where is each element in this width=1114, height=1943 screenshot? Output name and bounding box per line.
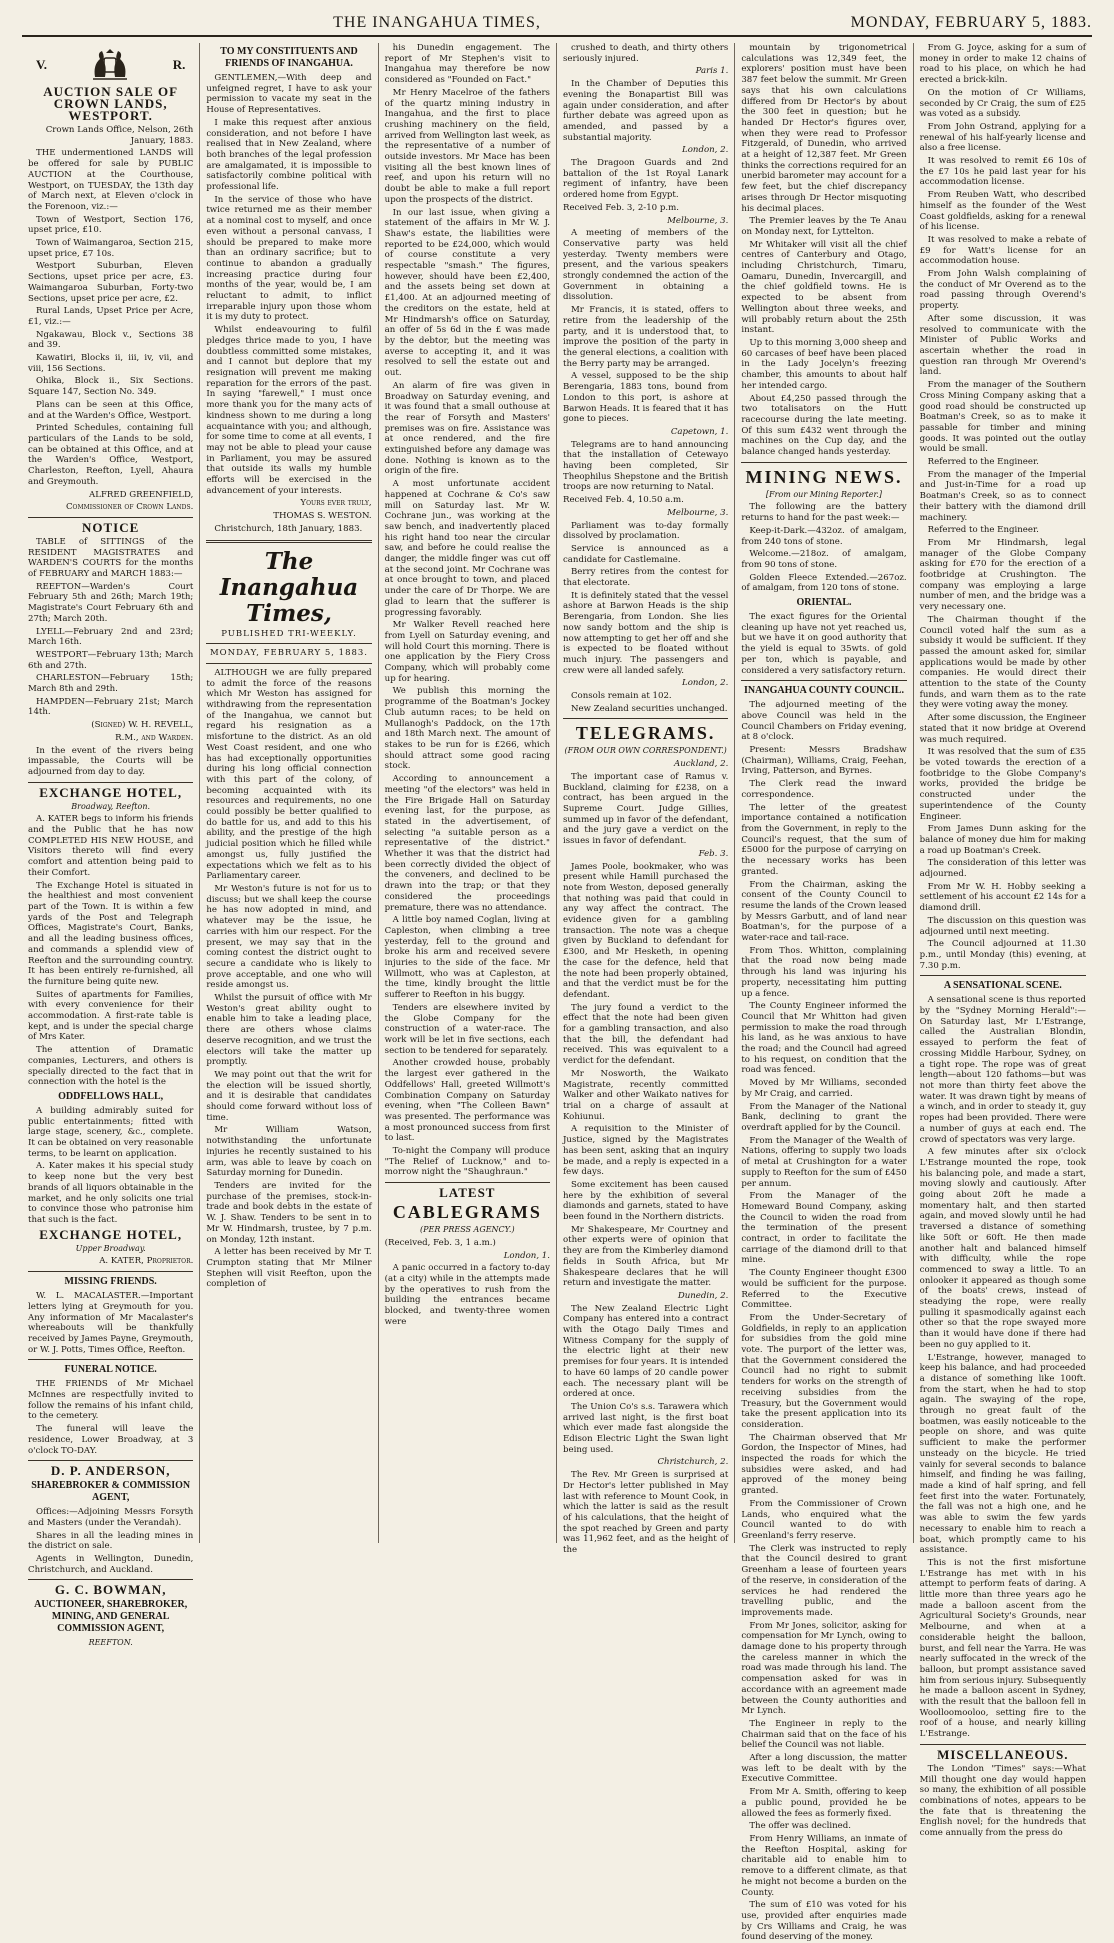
subheading: Broadway, Reefton. (71, 801, 151, 811)
divider (920, 975, 1086, 976)
paragraph: LYELL—February 2nd and 23rd; March 16th. (28, 626, 194, 648)
paragraph: It was resolved to make a rebate of £9 for Watt's license for an accommodation house. (919, 234, 1086, 267)
paragraph: Mr Whitaker will visit all the chief centres of Canterbury and Otago, including Christchurch, Timaru, Oamaru, Dunedin, Invercargill, and the chief goldfield towns. He is expected to be absent from Wellington about three weeks, and will probably return about the 25th instant. (741, 239, 907, 336)
paragraph: We may point out that the writ for the election will be issued shortly, and it is desirable that candidates should come forward without loss of time. (206, 1069, 372, 1123)
divider (28, 782, 193, 783)
signature-name: THOMAS S. WESTON. (273, 511, 372, 522)
paragraph: A vessel, supposed to be the ship Berengaria, 1883 tons, bound from London to this port, is ashore at Barwon Heads. It is feared that it has gone to pieces. (562, 371, 729, 425)
paragraph: From John Ostrand, applying for a renewal of his half-yearly license and also a free license. (919, 121, 1086, 154)
paragraph: Moved by Mr Williams, seconded by Mr Craig, and carried. (741, 1078, 907, 1099)
paragraph: The Union Co's s.s. Tarawera which arrived last night, is the first boat which ever made fast alongside the Edison Electric Light the Swan light being used. (562, 1401, 729, 1455)
paragraph: Kawatiri, Blocks ii, iii, iv, vii, and viii, 156 Sections. (28, 353, 194, 374)
paragraph: In the service of those who have twice returned me as their member at a nominal cost to myself, and once even without a personal canvass, I should be prepared to make more than an ordinary sacrifice; but to continue to abandon a gradually increasing practice during four months of the year, would be, I am reluctant to admit, to inflict irreparable injury upon those whom it is my duty to protect. (206, 194, 372, 323)
paragraph: A sensational scene is thus reported by the "Sydney Morning Herald":—On Saturday last, Mr L'Estrange, called the Australian Blondin, essayed to perform the feat of crossing Middle Harbour, Sydney, on a tight rope. The rope was of great length—about 120 fathoms—but was not more than thirty feet above the water. It was drawn tight by means of a winch, and in order to steady it, guy ropes had been provided. There were a number of guys at each end. The crowd of spectators was very large. (919, 995, 1086, 1145)
paragraph: From G. Joyce, asking for a sum of money in order to make 12 chains of road to his place, on which he had erected a brick-kiln. (919, 43, 1086, 86)
paragraph: From the Manager of the Homeward Bound Company, asking the Council to widen the road from the termination of the present contract, in order to facilitate the carriage of the diamond drill to that mine. (741, 1191, 907, 1266)
paragraph: From the Under-Secretary of Goldfields, in reply to an application for subsidies from the gold mine vote. The purport of the letter was, that the Government considered the Council had no right to submit tenders for works on the strength of receiving subsidies from the Treasury, but the Government would take the present application into its consideration. (741, 1312, 907, 1430)
dateline-place: London, 1. (503, 1250, 550, 1261)
paragraph: TABLE of SITTINGS of the RESIDENT MAGISTRATES and WARDEN'S COURTS for the months of FEBRUARY and MARCH 1883:— (28, 536, 194, 580)
paragraph: Received Feb. 3, 2-10 p.m. (562, 202, 679, 213)
paragraph: From the Manager of the National Bank, declining to grant the overdraft applied for by the Council. (741, 1101, 907, 1133)
paragraph: The Engineer in reply to the Chairman said that on the face of his belief the Council was not liable. (741, 1718, 907, 1751)
paragraph: From Mr Jones, solicitor, asking for compensation for Mr Lynch, owing to damage done to his property through the careless manner in which the road was made through his land. The compensation asked for was in accordance with an agreement made between the County authorities and Mr Lynch. (741, 1620, 907, 1717)
paragraph: Another crowded house, probably the largest ever gathered in the Oddfellows' Hall, greeted Willmott's Combination Company on Saturday evening, when "The Colleen Bawn" was presented. The performance was a most pronounced success from first to last. (384, 1058, 550, 1144)
paragraph: The funeral will leave the residence, Lower Broadway, at 3 o'clock TO-DAY. (28, 1424, 194, 1456)
paragraph: In the event of the rivers being impassable, the Courts will be adjourned from day to day. (28, 745, 194, 777)
paragraph: It was resolved that the sum of £35 be voted towards the erection of a footbridge to the Globe Company's works, provided the bridge be constructed under the superintendence of the County Engineer. (919, 747, 1086, 822)
paragraph: Suites of apartments for Families, with every convenience for their accommodation. A first-rate table is kept, and is under the special charge of Mrs Kater. (28, 989, 194, 1043)
dateline-place: London, 2. (682, 145, 729, 156)
divider (28, 1460, 193, 1461)
paragraph: Printed Schedules, containing full particulars of the Lands to be sold, can be obtained at this Office, and at the Warden's Office, Westport, Charleston, Reefton, Lyell, Ahaura and Greymouth. (28, 423, 194, 487)
paragraph: A. Kater makes it his special study to keep none but the very best brands of all liquors obtainable in the market, and he only solicits one trial to convince those who patronise him that such is the fact. (28, 1161, 194, 1225)
paragraph: A panic occurred in a factory to-day (at a city) while in the attempts made by the operatives to rush from the building the entrances became blocked, and twenty-three women were (384, 1263, 550, 1327)
paragraph: The Clerk was instructed to reply that the Council desired to grant Greenham a lease of fourteen years of the reserve, in consideration of the services he had rendered the travelling public, and the improvements made. (741, 1543, 907, 1618)
paragraph: Tenders are elsewhere invited by the Globe Company for the construction of a water-race. The work will be let in five sections, each section to be tendered for separately. (384, 1002, 550, 1056)
paragraph: Present: Messrs Bradshaw (Chairman), Williams, Craig, Feehan, Irving, Patterson, and Byrnes. (741, 745, 907, 777)
signature: (Signed) W. H. REVELL, (91, 720, 194, 731)
heading-oriental: ORIENTAL. (796, 597, 852, 609)
paragraph: Agents in Wellington, Dunedin, Christchurch, and Auckland. (28, 1554, 194, 1575)
paragraph: After a long discussion, the matter was left to be dealt with by the Executive Committee. (741, 1753, 907, 1785)
heading-miscellaneous: MISCELLANEOUS. (937, 1746, 1069, 1762)
newspaper-title: THE INANGAHUA TIMES, (333, 14, 541, 31)
signature: Yours ever truly, (300, 498, 372, 509)
divider (563, 718, 728, 719)
paragraph: W. L. MACALASTER.—Important letters lying at Greymouth for you. Any information of Mr Macalaster's whereabouts will be thankfully received by James Payne, Greymouth, or W. J. Potts, Times Office, Reefton. (28, 1291, 194, 1355)
paragraph: The sum of £10 was voted for his use, provided after enquiries made by Crs Williams and Craig, he was found deserving of the money. (741, 1900, 907, 1943)
subheading-bowman: AUCTIONEER, SHAREBROKER, MINING, AND GENERAL COMMISSION AGENT, (34, 1599, 188, 1635)
paragraph: The Chairman thought if the Council voted half the sum as a subsidy it would be sufficient. If they passed the amount asked for, similar applications would be made by other companies. He would direct their attention to the state of the County funds, and warn them as to the rate they were voting away the money. (919, 614, 1086, 711)
paragraph: Service is announced as a candidate for Castlemaine. (562, 543, 729, 565)
paragraph: It is definitely stated that the vessel ashore at Barwon Heads is the ship Berengaria, from London. She lies now sandy bottom and the ship is now attempting to get her off and she is expected to be floated without much injury. The passengers and crew were all landed safely. (562, 590, 729, 676)
paragraph: (Received, Feb. 3, 1 a.m.) (384, 1237, 496, 1248)
paragraph: THE undermentioned LANDS will be offered for sale by PUBLIC AUCTION at the Courthouse, Westport, on TUESDAY, the 13th day of March next, at Eleven o'clock in the Forenoon, viz.:— (28, 148, 194, 212)
paragraph: According to announcement a meeting "of the electors" was held in the Fire Brigade Hall on Saturday evening last, for the purpose, as stated in the advertisement, of selecting "a suitable person as a representative of the district." Whether it was that the district had been correctly divided the object of the conveners, and declined to be drawn into the trap; or that they considered the proceedings premature, there was no attendance. (384, 774, 550, 913)
paragraph: GENTLEMEN,—With deep and unfeigned regret, I have to ask your permission to vacate my seat in the House of Representatives. (206, 73, 372, 116)
paragraph: Ohika, Block ii., Six Sections. Square 147, Section No. 349. (28, 376, 194, 398)
paragraph: Ngakawau, Block v., Sections 38 and 39. (28, 329, 194, 351)
heading-sensational-scene: A SENSATIONAL SCENE. (943, 980, 1062, 992)
paragraph: The exact figures for the Oriental cleaning up have not yet reached us, but we have it on good authority that the yield is equal to 35wts. of gold per ton, which is payable, and considered a very satisfactory return. (741, 612, 907, 676)
divider (741, 680, 906, 681)
paragraph: A little boy named Coglan, living at Capleston, when climbing a tree yesterday, fell to the ground and broke his arm and received severe injuries to the side of the face. Mr Willmott, who was at Capleston, at the time, kindly brought the little sufferer to Reefton in his buggy. (384, 915, 550, 1001)
dateline-place: Capetown, 1. (670, 426, 729, 437)
paragraph: Whilst the pursuit of office with Mr Weston's great ability ought to enable him to take a leading place, there are others whose claims deserve recognition, and we trust the electors will take the matter up promptly. (206, 993, 372, 1068)
heading-cablegrams: CABLEGRAMS (392, 1202, 542, 1223)
paragraph: We publish this morning the programme of the Boatman's Jockey Club autumn races; to be held on Mullanogh's Paddock, on the 17th and 18th March next. The amount of stakes to be run for is £266, which should attract some good racing stock. (384, 686, 550, 772)
paragraph: From the manager of the Imperial and Just-in-Time for a road up Boatman's Creek, so as to connect their battery with the diamond drill machinery. (919, 469, 1086, 523)
royal-crest (36, 47, 185, 83)
column-1 (22, 43, 200, 1648)
subheading: Upper Broadway. (75, 1243, 146, 1253)
paragraph: Telegrams are to hand announcing that the installation of Cetewayo having been completed, Sir Theophilus Shepstone and the British troops are now returning to Natal. (562, 439, 729, 493)
paragraph: In our last issue, when giving a statement of the affairs in Mr W. J. Shaw's estate, the liabilities were reported to be £24,000, which would of course constitute a very respectable "smash." The figures, however, should have been £2,400, and the assets being set down at £1,400. At an adjourned meeting of the creditors on the estate, held at Mr Hindmarsh's office on Saturday, an offer of 5s 6d in the £ was made by the debtor, but the meeting was averse to accepting it, and it was resolved to sell the estate out and out. (384, 207, 550, 379)
paragraph: Crown Lands Office, Nelson, 26th January, 1883. (45, 125, 194, 146)
paragraph: This is not the first misfortune L'Estrange has met with in his attempt to perform feats of daring. A little more than three years ago he made a balloon ascent from the Agricultural Society's Grounds, near Melbourne, and when at a considerable height the balloon, burst, and fell near the Yarra. He was nearly suffocated in the wreck of the balloon, but prompt assistance saved him from serious injury. Subsequently he made a balloon ascent in Sydney, with the result that the balloon fell in Woolloomooloo, setting fire to the roof of a house, and nearly killing L'Estrange. (919, 1557, 1086, 1740)
paragraph: Mr Shakespeare, Mr Courtney and other experts were of opinion that they are from the Kimberley diamond fields in South Africa, but Mr Shakespeare declares that he will return and investigate the matter. (562, 1224, 729, 1289)
paragraph: Keep-it-Dark.—432oz. of amalgam, from 240 tons of stone. (741, 525, 907, 547)
paragraph: About £4,250 passed through the two totalisators on the Hutt racecourse during the late meeting. Of this sum £432 went through the machines on the Cup day, and the balance changed hands yesterday. (741, 393, 907, 458)
paragraph: Mr Francis, it is stated, offers to retire from the leadership of the party, and it is understood that, to improve the position of the party in the general elections, a coalition with the Berry party may be arranged. (562, 305, 729, 369)
dateline-place: Christchurch, 2. (657, 1457, 729, 1468)
dateline-place: Melbourne, 3. (667, 507, 729, 518)
divider (741, 462, 906, 463)
paragraph: The following are the battery returns to hand for the past week:— (741, 502, 907, 524)
royal-arms-icon (87, 47, 133, 83)
paragraph: The jury found a verdict to the effect that the note had been given for a gambling transaction, and also that the bill, the defendant had received. This was equivalent to a verdict for the defendant. (562, 1002, 729, 1067)
divider (206, 643, 371, 644)
paragraph: To-night the Company will produce "The Relief of Lucknow," and to-morrow night the "Shaughraun." (384, 1146, 550, 1178)
paragraph: Mr William Watson, notwithstanding the unfortunate injuries he recently sustained to his arm, was able to leave by coach on Saturday morning for Dunedin. (206, 1125, 372, 1179)
paragraph: From Henry Williams, an inmate of the Reefton Hospital, asking for charitable aid to enable him to remove to a different climate, as that he might not become a burden on the County. (741, 1833, 907, 1898)
paragraph: Consols remain at 102. (570, 691, 672, 702)
paragraph: The London "Times" says:—What Mill thought one day would happen so many, the exhibition of all possible combinations of notes, appears to be the fate that is threatening the English novel; for the hundreds that come annually from the press do (919, 1763, 1086, 1839)
paragraph: Parliament was to-day formally dissolved by proclamation. (562, 520, 729, 542)
heading-county-council: INANGAHUA COUNTY COUNCIL. (744, 685, 904, 697)
heading-constituents: TO MY CONSTITUENTS AND FRIENDS OF INANGAHUA. (220, 46, 358, 69)
paragraph: Westport Suburban, Eleven Sections, upset price per acre, £3. Waimangaroa Suburban, Forty-two Sections, upset price per acre, £2. (28, 261, 194, 304)
editorial-masthead: The Inangahua Times, (219, 547, 359, 627)
paragraph: From Thos. Whitton, complaining that the road now being made through his land was injuring his property, necessitating him putting up a fence. (741, 945, 907, 999)
paragraph: Town of Westport, Section 176, upset price, £10. (28, 214, 194, 236)
column-grid (22, 43, 1092, 1943)
editorial-date: MONDAY, FEBRUARY 5, 1883. (209, 648, 368, 659)
signature: A. KATER, Proprietor. (99, 1256, 194, 1267)
paragraph: The Rev. Mr Green is surprised at Dr Hector's letter published in May last with reference to Mount Cook, in which the latter is said as the result of his calculations, that the height of the spot reached by Green and party was 11,962 feet, and as the height of the (562, 1470, 729, 1556)
heading-latest: LATEST (439, 1185, 496, 1201)
paragraph: Mr Nosworth, the Waikato Magistrate, recently committed Walker and other Waikato natives for trial on a charge of assault at Kohiunui. (562, 1068, 729, 1122)
paragraph: A few minutes after six o'clock L'Estrange mounted the rope, took his balancing pole, and made a start, moving slowly and cautiously. After going about 20ft he made a momentary halt, and then started again, and moved slowly until he had traversed a distance of something like 50ft or 60ft. He then made another halt and balanced himself with difficulty, while the rope commenced to sway a little. To an onlooker it appeared as though some of the boats' crews, instead of steadying the rope, were really pulling it spasmodically against each other so that the rope swayed more than it would have done if there had been no guy applied to it. (919, 1147, 1086, 1350)
paragraph: The Clerk read the inward correspondence. (741, 779, 907, 800)
heading-exchange-hotel-footer: EXCHANGE HOTEL, (39, 1226, 183, 1242)
paragraph: his Dunedin engagement. The report of Mr Stephen's visit to Inangahua may therefore be now considered as "Founded on Fact." (384, 43, 550, 86)
paragraph: The New Zealand Electric Light Company has entered into a contract with the Otago Daily Times and Witness Company for the supply of the electric light at their new premises for four years. It is intended to have 60 lamps of 20 candle power each. The necessary plant will be ordered at once. (562, 1303, 729, 1400)
paragraph: After some discussion, the Engineer stated that it now bridge at Overend was much required. (919, 713, 1086, 745)
paragraph: It was resolved to remit £6 10s of the £7 10s he paid last year for his accommodation license. (919, 156, 1086, 188)
signature-title: R.M., and Warden. (115, 732, 194, 743)
paragraph: The adjourned meeting of the above Council was held in the Council Chambers on Friday evening, at 8 o'clock. (741, 700, 907, 743)
paragraph: Up to this morning 3,000 sheep and 60 carcases of beef have been placed in the Lady Jocelyn's freezing chamber, this amounts to about half her intended cargo. (741, 337, 907, 391)
paragraph: Town of Waimangaroa, Section 215, upset price, £7 10s. (28, 238, 194, 259)
paragraph: Christchurch, 18th January, 1883. (214, 523, 363, 534)
paragraph: The County Engineer thought £300 would be sufficient for the purpose. Referred to the Executive Committee. (741, 1268, 907, 1311)
column-2 (200, 43, 378, 1543)
publication-frequency: PUBLISHED TRI-WEEKLY. (221, 628, 357, 639)
signature-title: Commissioner of Crown Lands. (65, 502, 194, 513)
paragraph: The letter of the greatest importance contained a notification from the Government, in reply to the Council's request, that the sum of £5000 for the purpose of carrying on the necessary works has been granted. (741, 802, 907, 877)
heading-missing-friends: MISSING FRIENDS. (64, 1276, 157, 1288)
paragraph: A requisition to the Minister of Justice, signed by the Magistrates has been sent, asking that an inquiry be made, and a reply is expected in a few days. (562, 1124, 729, 1178)
paragraph: Referred to the Engineer. (927, 525, 1039, 536)
heading-oddfellows-hall: ODDFELLOWS HALL, (58, 1090, 164, 1102)
paragraph: L'Estrange, however, managed to keep his balance, and had proceeded a distance of something like 100ft. from the start, when he had to stop again. The swaying of the rope, through no great fault of the boatmen, was easily noticeable to the people on shore, and was quite sufficient to make the performer unsteady on the bicycle. He tried vainly for several seconds to balance himself, and finding he was failing, made a kind of half spring, and fell feet first into the water. Fortunately, the fall was not a high one, and he was able to swim the few yards necessary to enable him to reach a boat, which promptly came to his assistance. (919, 1352, 1086, 1556)
paragraph: Welcome.—218oz. of amalgam, from 90 tons of stone. (741, 549, 907, 570)
paragraph: After some discussion, it was resolved to communicate with the Minister of Public Works and ascertain whether the road in question ran through Mr Overend's land. (919, 313, 1086, 378)
subheading: REEFTON. (88, 1638, 133, 1648)
crest-letter-r: R. (172, 56, 186, 72)
heading-funeral-notice: FUNERAL NOTICE. (64, 1364, 157, 1376)
heading-notice: NOTICE (82, 519, 140, 535)
paragraph: The County Engineer informed the Council that Mr Whitton had given permission to make the road through his land, as he was anxious to have the road; and the Council had agreed to his request, on condition that the road was fenced. (741, 1001, 907, 1076)
paragraph: Referred to the Engineer. (927, 457, 1039, 468)
paragraph: The offer was declined. (749, 1821, 851, 1832)
paragraph: On the motion of Cr Williams, seconded by Cr Craig, the sum of £25 was voted as a subsidy. (919, 87, 1086, 120)
column-5 (735, 43, 913, 1943)
column-3 (379, 43, 557, 1543)
paragraph: The Dragoon Guards and 2nd battalion of the 1st Royal Lanark regiment of infantry, have been ordered home from Egypt. (562, 158, 729, 201)
divider (206, 663, 371, 664)
paragraph: A most unfortunate accident happened at Cochrane & Co's saw mill on Saturday last. Mr W. Cochrane jun., was working at the saw bench, and inadvertently placed his right hand too near the circular saw, and before he could realise the danger, the middle finger was cut off at the second joint. Mr Cochrane was at once brought to town, and placed under the care of Dr Thorpe. We are glad to learn that the sufferer is progressing favorably. (384, 479, 550, 618)
paragraph: The discussion on this question was adjourned until next meeting. (919, 915, 1086, 937)
paragraph: James Poole, bookmaker, who was present while Hamill purchased the note from Weston, deposed generally that nothing was paid that could in any way affect the contract. The evidence given for a gambling transaction. The note was a cheque given by Buckland to defendant for £300, and Mr Hesketh, in opening the case for the defence, held that the note had been properly obtained, and that the verdict must be for the defendant. (562, 861, 729, 1000)
paragraph: An alarm of fire was given in Broadway on Saturday evening, and it was found that a small outhouse at the rear of Forsyth and Masters' premises was on fire. Assistance was at once rendered, and the fire extinguished before any damage was done. Nothing is known as to the origin of the fire. (384, 380, 550, 477)
paragraph: Received Feb. 4, 10.50 a.m. (562, 495, 684, 506)
paragraph: REEFTON—Warden's Court February 5th and 26th; March 19th; Magistrate's Court February 6th and 27th; March 20th. (28, 581, 194, 624)
paragraph: In the Chamber of Deputies this evening the Bonapartist Bill was again under consideration, and after further debate was agreed upon as amended, and passed by a substantial majority. (562, 79, 729, 143)
divider (920, 1744, 1086, 1745)
paragraph: From the Manager of the Wealth of Nations, offering to supply two loads of metal at Crushington for a water supply to Reefton for the sum of £450 per annum. (741, 1135, 907, 1189)
paragraph: Mr Henry Macelroe of the fathers of the quartz mining industry in Inangahua, and the first to place crushing machinery on the field, arrived from Wellington last week, as the representative of a number of outside investors. Mr Mace has been visiting all the best known lines of reef, and upon his return will no doubt be able to make a full report upon the prospects of the district. (384, 87, 550, 205)
paragraph: The Chairman observed that Mr Gordon, the Inspector of Mines, had inspected the roads for which the subsidies were asked, and had approved of the money being granted. (741, 1432, 907, 1497)
paragraph: ALTHOUGH we are fully prepared to admit the force of the reasons which Mr Weston has assigned for withdrawing from the representation of the Inangahua, we cannot but regard his resignation as a misfortune to the district. As an old West Coast resident, and one who has had exceptionally opportunities during his long official connection with this part of the colony, of becoming acquainted with its resources and requirements, no one could possibly be better qualified to do battle for us, and add to this his ability, and the prestige of the high judicial position which he filled while amongst us, fully justified the expectations which we felt as to his Parliamentary career. (206, 667, 372, 882)
dateline-place: Paris 1. (695, 66, 729, 77)
paragraph: From Mr W. H. Hobby seeking a settlement of his account £2 14s for a diamond drill. (919, 881, 1086, 914)
paragraph: From the Chairman, asking the consent of the County Council to resume the lands of the Crown leased by Messrs Garbutt, and of land near Boatman's, for the purpose of a water-race and tail-race. (741, 879, 907, 944)
paragraph: THE FRIENDS of Mr Michael McInnes are respectfully invited to follow the remains of his infant child, to the cemetery. (28, 1379, 194, 1422)
heading-exchange-hotel: EXCHANGE HOTEL, (39, 784, 183, 800)
paragraph: From the manager of the Southern Cross Mining Company asking that a good road should be constructed up Boatman's Creek, so as to make it passable for timber and mining goods. It was pointed out the outlay would be small. (919, 380, 1086, 455)
paragraph: The important case of Ramus v. Buckland, claiming for £238, on a contract, has been argued in the Supreme Court. Judge Gillies, summed up in favor of the defendant, and the jury gave a verdict on the issues in favor of defendant. (562, 771, 729, 847)
paragraph: CHARLESTON—February 15th; March 8th and 29th. (28, 673, 194, 695)
dateline-place: Dunedin, 2. (677, 1290, 729, 1301)
paragraph: Shares in all the leading mines in the district on sale. (28, 1530, 194, 1552)
paragraph: I make this request after anxious consideration, and not before I have realised that in New Zealand, where both branches of the legal profession are amalgamated, it is impossible to satisfactorily combine political with professional life. (206, 117, 372, 193)
paragraph: A letter has been received by Mr T. Crumpton stating that Mr Milner Stephen will visit Reefton, upon the completion of (206, 1247, 372, 1290)
paragraph: A building admirably suited for public entertainments; fitted with large stage, scenery, &c., complete. It can be obtained on very reasonable terms, to be learnt on application. (28, 1105, 194, 1159)
dateline-place: Auckland, 2. (673, 759, 729, 770)
subheading-anderson: SHAREBROKER & COMMISSION AGENT, (31, 1480, 191, 1504)
column-4 (557, 43, 735, 1556)
paragraph: Whilst endeavouring to fulfil pledges thrice made to you, I have doubtless committed some mistakes, and I cannot but deplore that my resignation will prevent me making reparation for the errors of the past. In saying "farewell," I must once more thank you for the many acts of kindness shown to me during a long acquaintance with you; and although, for some time to come at all events, I may not be able to plead your cause in Parliament, you may be assured that outside its walls my humble efforts will be exercised in the advancement of your interests. (206, 325, 372, 496)
dateline-place: Feb. 3. (698, 848, 729, 859)
divider (28, 517, 193, 518)
paragraph: HAMPDEN—February 21st; March 14th. (28, 696, 194, 718)
paragraph: A. KATER begs to inform his friends and the Public that he has now COMPLETED HIS NEW HOUSE, and Visitors thereto will find every comfort and attention being paid to their Comfort. (28, 814, 194, 878)
subheading: (FROM OUR OWN CORRESPONDENT.) (564, 746, 727, 756)
paragraph: Berry retires from the contest for that electorate. (562, 567, 729, 589)
paragraph: From the Commissioner of Crown Lands, who enquired what the Council wanted to do with Greenland's ferry reserve. (741, 1498, 907, 1541)
paragraph: Rural Lands, Upset Price per Acre, £1, viz.:— (28, 306, 194, 327)
running-head (22, 10, 1092, 37)
heading-crown-lands-sale: AUCTION SALE OF CROWN LANDS, WESTPORT. (43, 84, 179, 123)
paragraph: The Premier leaves by the Te Anau on Monday next, for Lyttelton. (741, 216, 907, 237)
issue-date: MONDAY, FEBRUARY 5, 1883. (850, 14, 1092, 31)
paragraph: The attention of Dramatic companies, Lecturers, and others is specially directed to the fact that in connection with the hotel is the (28, 1045, 194, 1088)
heading-anderson: D. P. ANDERSON, (50, 1463, 171, 1479)
paragraph: Golden Fleece Extended.—267oz. of amalgam, from 120 tons of stone. (741, 572, 907, 594)
paragraph: Mr Walker Revell reached here from Lyell on Saturday evening, and will hold Court this morning. There is one application by the Fiery Cross Company, which will probably come up for hearing. (384, 620, 550, 684)
paragraph: mountain by trigonometrical calculations was 12,349 feet, the explorers' position must have been 387 feet below the summit. Mr Green says that his own calculations differed from Dr Hector's by about the 300 feet in question; but he handed Dr Hector's figures over, when they were read to Professor Fitzgerald, of Dunedin, who arrived at a height of 12,387 feet. Mr Green thinks the corrections required for an unerbid barometer may account for a few feet, but the chief discrepancy arises through Dr Hector misquoting his decimal places. (741, 43, 907, 214)
heading-telegrams: TELEGRAMS. (575, 723, 716, 744)
dateline-place: London, 2. (682, 678, 729, 689)
subheading: (PER PRESS AGENCY.) (420, 1225, 515, 1235)
divider (385, 1182, 550, 1183)
paragraph: A meeting of members of the Conservative party was held yesterday. Twenty members were present, and the various speakers strongly condemned the action of the Government in obtaining a dissolution. (562, 228, 729, 303)
paragraph: The Council adjourned at 11.30 p.m., until Monday (this) evening, at 7.30 p.m. (919, 939, 1086, 971)
heading-bowman: G. C. BOWMAN, (54, 1582, 167, 1598)
paragraph: The consideration of this letter was adjourned. (919, 858, 1086, 880)
paragraph: Plans can be seen at this Office, and at the Warden's Office, Westport. (28, 399, 194, 421)
divider (206, 540, 371, 543)
paragraph: From Mr Hindmarsh, legal manager of the Globe Company asking for £70 for the erection of a footbridge at Crushington. The company was employing a large number of men, and the bridge was a very necessary one. (919, 537, 1086, 613)
paragraph: Some excitement has been caused here by the exhibition of several diamonds and garnets, stated to have been found in the Northern districts. (562, 1179, 729, 1223)
paragraph: From Reuben Watt, who described himself as the founder of the West Coast goldfields, asking for a renewal of his license. (919, 190, 1086, 233)
dateline-place: Melbourne, 3. (667, 215, 729, 226)
subheading: [From our Mining Reporter.] (765, 489, 883, 499)
divider (28, 1579, 193, 1580)
signature: ALFRED GREENFIELD, (89, 489, 194, 500)
paragraph: Tenders are invited for the purchase of the premises, stock-in-trade and book debts in the estate of W. J. Shaw. Tenders to be sent in to Mr W. Hindmarsh, trustee, by 7 p.m. on Monday, 12th instant. (206, 1180, 372, 1245)
column-6 (914, 43, 1092, 1839)
divider (28, 1359, 193, 1360)
paragraph: crushed to death, and thirty others seriously injured. (562, 43, 729, 64)
paragraph: From Mr A. Smith, offering to keep a public pound, provided he be allowed the fees as formerly fixed. (741, 1787, 907, 1819)
paragraph: New Zealand securities unchanged. (570, 703, 728, 714)
heading-mining-news: MINING NEWS. (745, 466, 903, 487)
divider (28, 1271, 193, 1272)
paragraph: From John Walsh complaining of the conduct of Mr Overend as to the road passing through Overend's property. (919, 269, 1086, 312)
paragraph: From James Dunn asking for the balance of money due him for making a road up Boatman's Creek. (919, 824, 1086, 856)
paragraph: The Exchange Hotel is situated in the healthiest and most convenient part of the Town. It is within a few yards of the Post and Telegraph Offices, Magistrate's Court, Banks, and all the leading business offices, and commands a splendid view of Reefton and the surrounding country. It has been entirely re-furnished, all the furniture being quite new. (28, 880, 194, 987)
paragraph: Offices:—Adjoining Messrs Forsyth and Masters (under the Verandah). (28, 1507, 194, 1528)
paragraph: Mr Weston's future is not for us to discuss; but we shall keep the course he has now adopted in mind, and whatever may be the issue, he carries with him our respect. For the present, we may say that in the coming contest the district ought to secure a candidate who is likely to prove acceptable, and one who will reside amongst us. (206, 884, 372, 991)
paragraph: WESTPORT—February 13th; March 6th and 27th. (28, 649, 194, 671)
crest-letter-v: V. (36, 56, 47, 72)
